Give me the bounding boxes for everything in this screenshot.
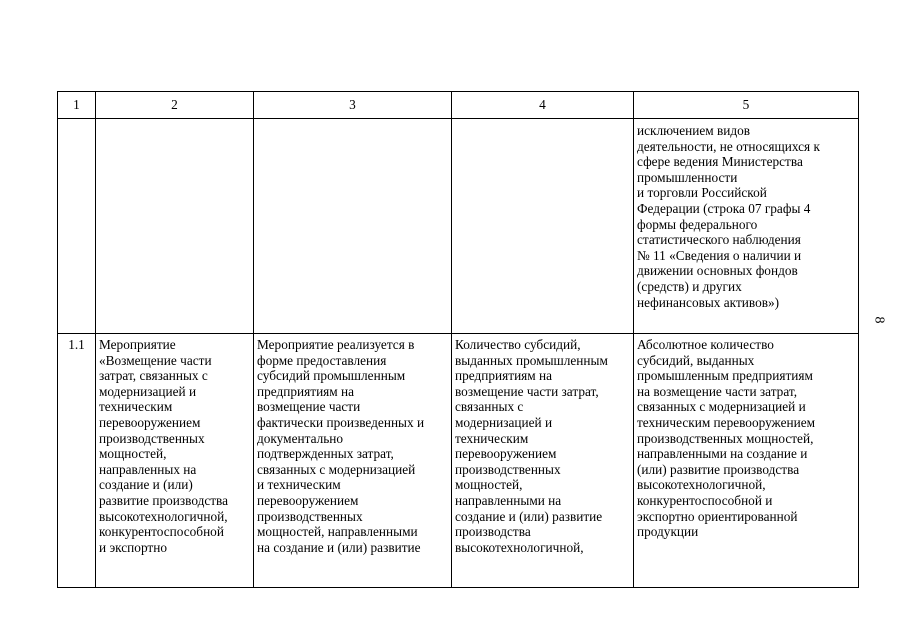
table-header-row bbox=[58, 92, 859, 119]
header-cell-1: 1 bbox=[58, 92, 96, 119]
header-cell-4: 4 bbox=[452, 92, 634, 119]
continuation-cell-4 bbox=[452, 119, 634, 334]
measure-name-cell: Мероприятие «Возмещение части затрат, связанных с модернизацией и техническим перевооружением производственных мощностей, направленных на создание и (или) развитие производства высокотехнологичной, конкурентоспособной и экспортно bbox=[96, 334, 254, 588]
continuation-cell-2 bbox=[96, 119, 254, 334]
measures-table bbox=[57, 91, 859, 588]
row-number-cell: 1.1 bbox=[58, 334, 96, 588]
table-row-1-1 bbox=[58, 334, 859, 588]
header-cell-3: 3 bbox=[254, 92, 452, 119]
indicator-name-cell: Количество субсидий, выданных промышленным предприятиям на возмещение части затрат, связанных с модернизацией и техническим перевооружением производственных мощностей, направленными на создание и (или) развитие производства высокотехнологичной, bbox=[452, 334, 634, 588]
continuation-cell-3 bbox=[254, 119, 452, 334]
table-row-continuation bbox=[58, 119, 859, 334]
continuation-cell-5: исключением видов деятельности, не относящихся к сфере ведения Министерства промышленности и торговли Российской Федерации (строка 07 графы 4 формы федерального статистического наблюдения № 11 «Сведения о наличии и движении основных фондов (средств) и других нефинансовых активов») bbox=[634, 119, 859, 334]
header-cell-5: 5 bbox=[634, 92, 859, 119]
page-number: 8 bbox=[871, 316, 887, 324]
header-cell-2: 2 bbox=[96, 92, 254, 119]
continuation-cell-1 bbox=[58, 119, 96, 334]
measure-description-cell: Мероприятие реализуется в форме предоставления субсидий промышленным предприятиям на возмещение части фактически произведенных и документально подтвержденных затрат, связанных с модернизацией и техническим перевооружением производственных мощностей, направленными на создание и (или) развитие bbox=[254, 334, 452, 588]
indicator-method-cell: Абсолютное количество субсидий, выданных промышленным предприятиям на возмещение части затрат, связанных с модернизацией и техническим перевооружением производственных мощностей, направленными на создание и (или) развитие производства высокотехнологичной, конкурентоспособной и экспортно ориентированной продукции bbox=[634, 334, 859, 588]
